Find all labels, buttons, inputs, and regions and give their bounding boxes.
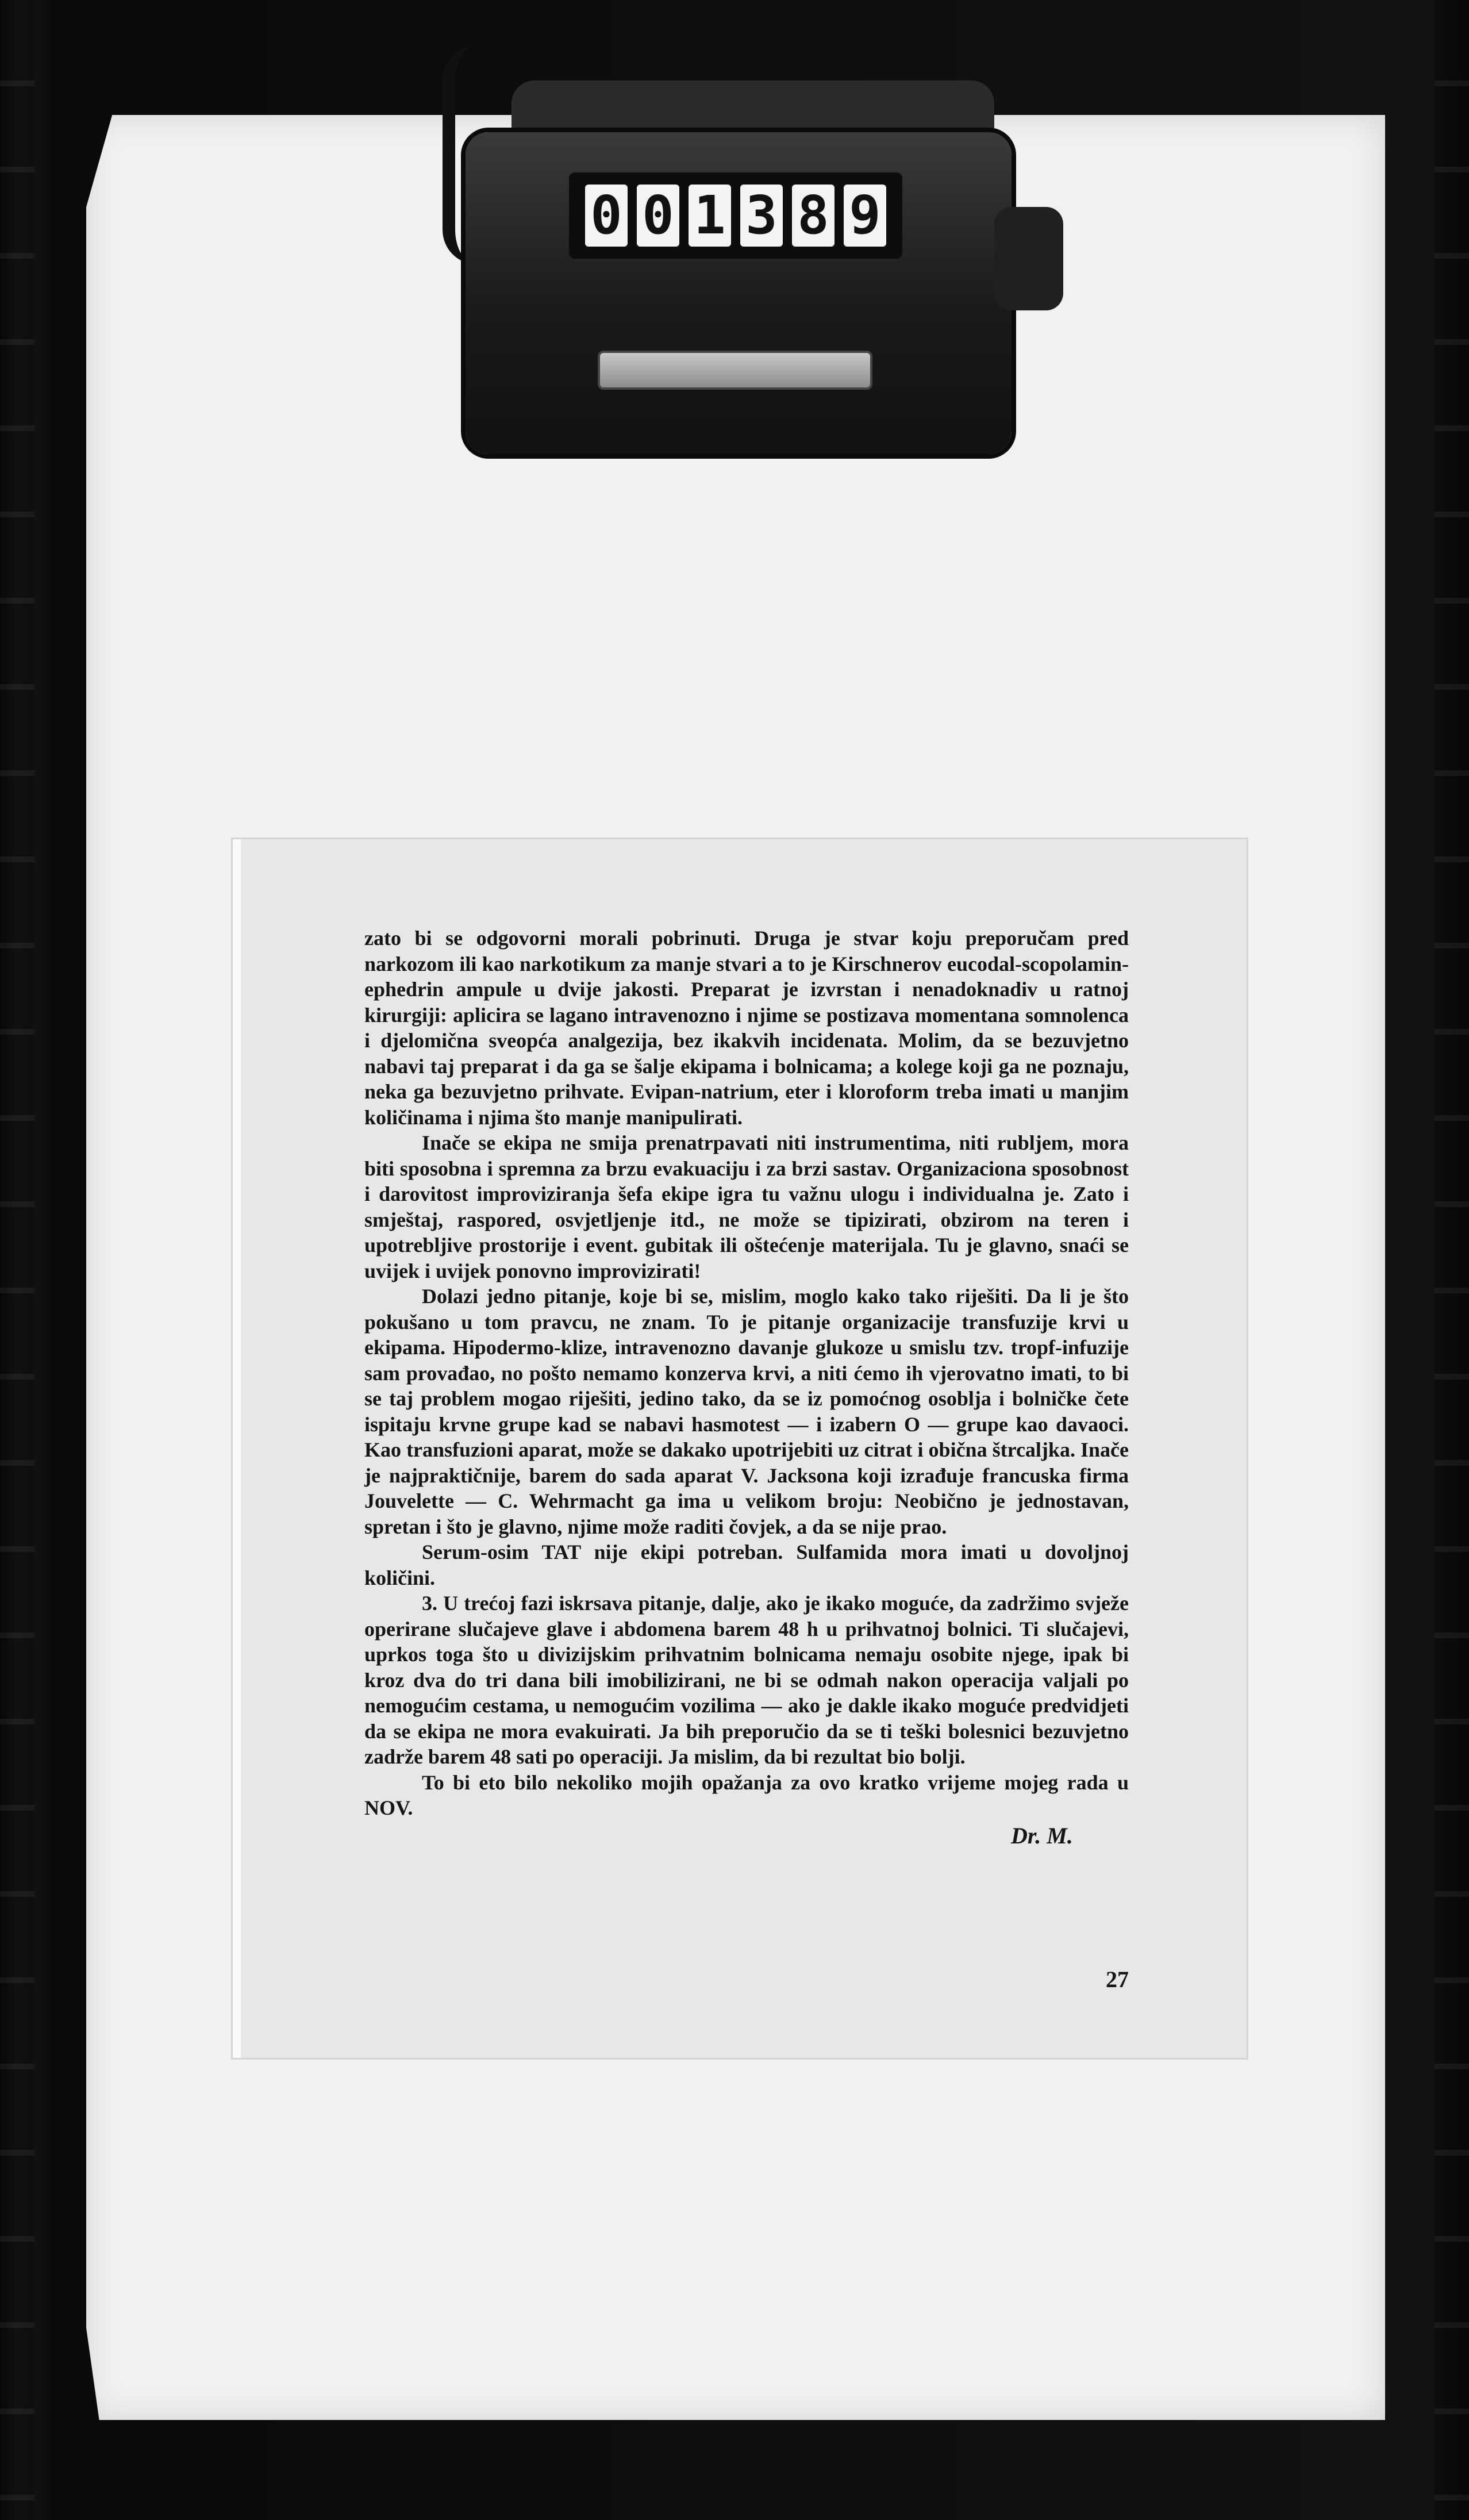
page-number: 27 [1106,1966,1129,1992]
counter-digit: 1 [689,185,731,247]
counter-display [569,172,902,259]
counter-nameplate [598,351,872,390]
film-edge-left [0,0,34,2520]
paragraph: zato bi se odgovorni morali pobrinuti. Druga je stvar koju preporučam pred narkozom ili kao narkotikum za manje stvari a to je Kirschnerov eucodal-scopolamin-ephedrin ampule u dvije jakosti. Preparat je izvrstan i nenadoknadiv u ratnoj kirurgiji: aplicira se lagano intravenozno i njime se postizava momentana somnolenca i djelomična sveopća analgezija, bez ikakvih incidenata. Molim, da se bezuvjetno nabavi taj preparat i da ga se šalje ekipama i bolnicama; a kolege koji ga ne poznaju, neka ga bezuvjetno prihvate. Evipan-natrium, eter i kloroform treba imati u manjim količinama i njima što manje manipulirati. [364,927,1129,1129]
frame-counter-device [466,86,1006,443]
document-page [233,839,1247,2058]
paragraph: To bi eto bilo nekoliko mojih opažanja za ovo kratko vrijeme mojeg rada u NOV. [364,1770,1129,1819]
counter-digit: 0 [637,185,679,247]
signature: Dr. M. [1011,1823,1073,1849]
film-edge-right [1435,0,1469,2520]
paragraph: Serum-osim TAT nije ekipi potreban. Sulfamida mora imati u dovoljnoj količini. [364,1541,1129,1589]
document-body [364,925,1129,1821]
counter-knob [994,207,1063,310]
paragraph: Dolazi jedno pitanje, koje bi se, mislim, moglo kako tako riješiti. Da li je što pokušano u tom pravcu, ne znam. To je pitanje organizacije transfuzije krvi u ekipama. Hipodermo-klize, intravenozno davanje glukoze u smislu tzv. tropf-infuzije sam provađao, no pošto nemamo konzerva krvi, a niti ćemo ih vjerovatno imati, to bi se taj problem mogao riješiti, jedino tako, da se iz pomoćnog osoblja i bolničke čete ispitaju krvne grupe kad se nabavi hasmotest — i izabern O — grupe kao davaoci. Kao transfuzioni aparat, može se dakako upotrijebiti uz citrat i obična štrcaljka. Inače je najpraktičnije, barem do sada aparat V. Jacksona koji izrađuje francuska firma Jouvelette — C. Wehrmacht ga ima u velikom broju: Neobično je jednostavan, spretan i što je glavno, njime može raditi čovjek, a da se nije prao. [364,1285,1129,1538]
counter-digit: 8 [792,185,835,247]
counter-digit: 9 [844,185,886,247]
paragraph: Inače se ekipa ne smija prenatrpavati niti instrumentima, niti rubljem, mora biti sposobna i spremna za brzu evakuaciju i za brzi sastav. Organizaciona sposobnost i darovitost improviziranja šefa ekipe igra tu važnu ulogu i individualna je. Zato i smještaj, raspored, osvjetljenje itd., ne može se tipizirati, obzirom na teren i upotrebljive prostorije i event. gubitak ili oštećenje materijala. Tu je glavno, snaći se uvijek i uvijek ponovno improvizirati! [364,1131,1129,1282]
counter-digit: 0 [585,185,628,247]
counter-digit: 3 [740,185,783,247]
paragraph: 3. U trećoj fazi iskrsava pitanje, dalje, ako je ikako moguće, da zadržimo svježe operirane slučajeve glave i abdomena barem 48 h u prihvatnoj bolnici. Ti slučajevi, uprkos toga što u divizijskim prihvatnim bolnicama nemaju osobite njege, ipak bi kroz dva do tri dana bili imobilizirani, ne bi se odmah nakon operacija valjali po nemogućim cestama, u nemogućim vozilima — ako je dakle ikako moguće predvidjeti da se ekipa ne mora evakuirati. Ja bih preporučio da se ti teški bolesnici bezuvjetno zadrže barem 48 sati po operaciji. Ja mislim, da bi rezultat bio bolji. [364,1592,1129,1768]
